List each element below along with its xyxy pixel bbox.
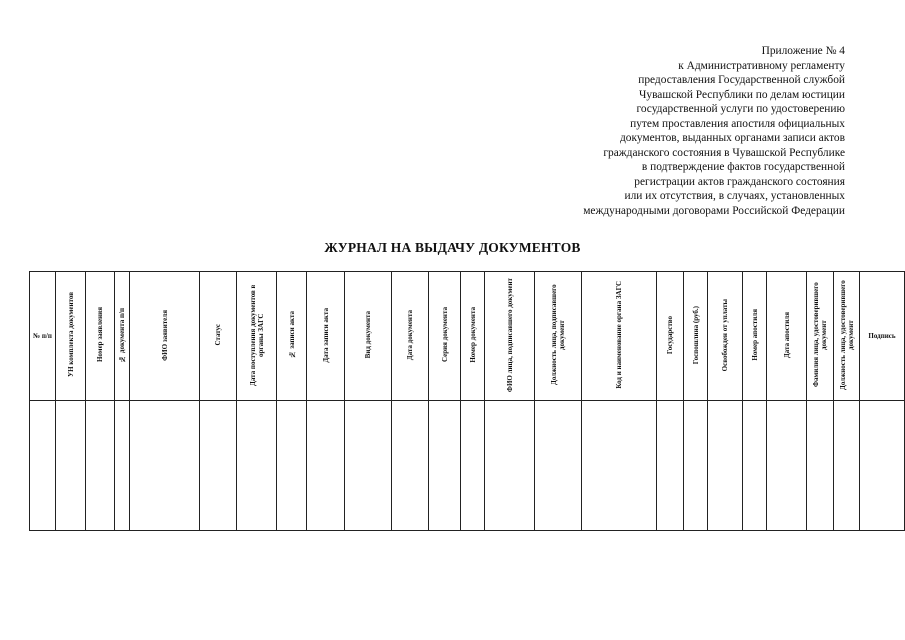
appendix-line: к Административному регламенту [678,59,845,72]
table-cell [392,401,429,531]
header-row [30,272,905,401]
table-row [30,401,905,531]
appendix-header [505,44,845,218]
table-cell [684,401,708,531]
table-cell [277,401,307,531]
appendix-line: Приложение № 4 [761,45,845,57]
column-header: № записи акта [277,272,307,401]
column-header: Код и наименование органа ЗАГС [582,272,657,401]
column-header: № документа п/п [115,272,130,401]
column-header: Должность лица, удостоверившего документ [834,272,860,401]
column-header: Дата поступления документов в органы ЗАГС [237,272,277,401]
table-cell [767,401,807,531]
appendix-line: гражданского состояния в Чувашской Республике [603,146,845,159]
journal-table [29,271,905,531]
column-header: Государство [657,272,684,401]
column-header: Подпись [860,272,905,401]
appendix-line: регистрации актов гражданского состояния [634,175,845,188]
table-cell [115,401,130,531]
table-cell [237,401,277,531]
appendix-line: путем проставления апостиля официальных [630,117,845,130]
column-header: № п/п [30,272,56,401]
table-cell [807,401,834,531]
column-header: ФИО заявителя [130,272,200,401]
table-cell [86,401,115,531]
appendix-line: государственной услуги по удостоверению [636,103,845,115]
column-header: Номер апостиля [743,272,767,401]
appendix-line: документов, выданных органами записи актов [620,132,845,144]
table-cell [429,401,461,531]
column-header: Освобожден от уплаты [708,272,743,401]
appendix-line: или их отсутствия, в случаях, установленных [624,190,845,202]
table-cell [485,401,535,531]
column-header: Дата записи акта [307,272,345,401]
appendix-line: предоставления Государственной службой [638,74,845,86]
column-header: Должность лица, подписавшего документ [535,272,582,401]
column-header: Дата документа [392,272,429,401]
column-header: Фамилия лица, удостоверившего документ [807,272,834,401]
table-cell [708,401,743,531]
column-header: Статус [200,272,237,401]
column-header: Номер документа [461,272,485,401]
column-header: ФИО лица, подписавшего документ [485,272,535,401]
table-cell [743,401,767,531]
appendix-line: в подтверждение фактов государственной [641,161,845,173]
column-header: Госпошлина (руб.) [684,272,708,401]
table-cell [30,401,56,531]
table-cell [657,401,684,531]
column-header: Дата апостиля [767,272,807,401]
table-cell [130,401,200,531]
column-header: УН комплекта документов [56,272,86,401]
table-cell [582,401,657,531]
column-header: Вид документа [345,272,392,401]
column-header: Серия документа [429,272,461,401]
table-cell [860,401,905,531]
appendix-line: Чувашской Республики по делам юстиции [638,88,845,101]
table-cell [345,401,392,531]
appendix-line: международными договорами Российской Федерации [583,204,845,217]
table-cell [307,401,345,531]
table-cell [200,401,237,531]
journal-title: ЖУРНАЛ НА ВЫДАЧУ ДОКУМЕНТОВ [324,240,581,255]
table-cell [834,401,860,531]
table-cell [461,401,485,531]
table-cell [535,401,582,531]
column-header: Номер заявления [86,272,115,401]
table-cell [56,401,86,531]
